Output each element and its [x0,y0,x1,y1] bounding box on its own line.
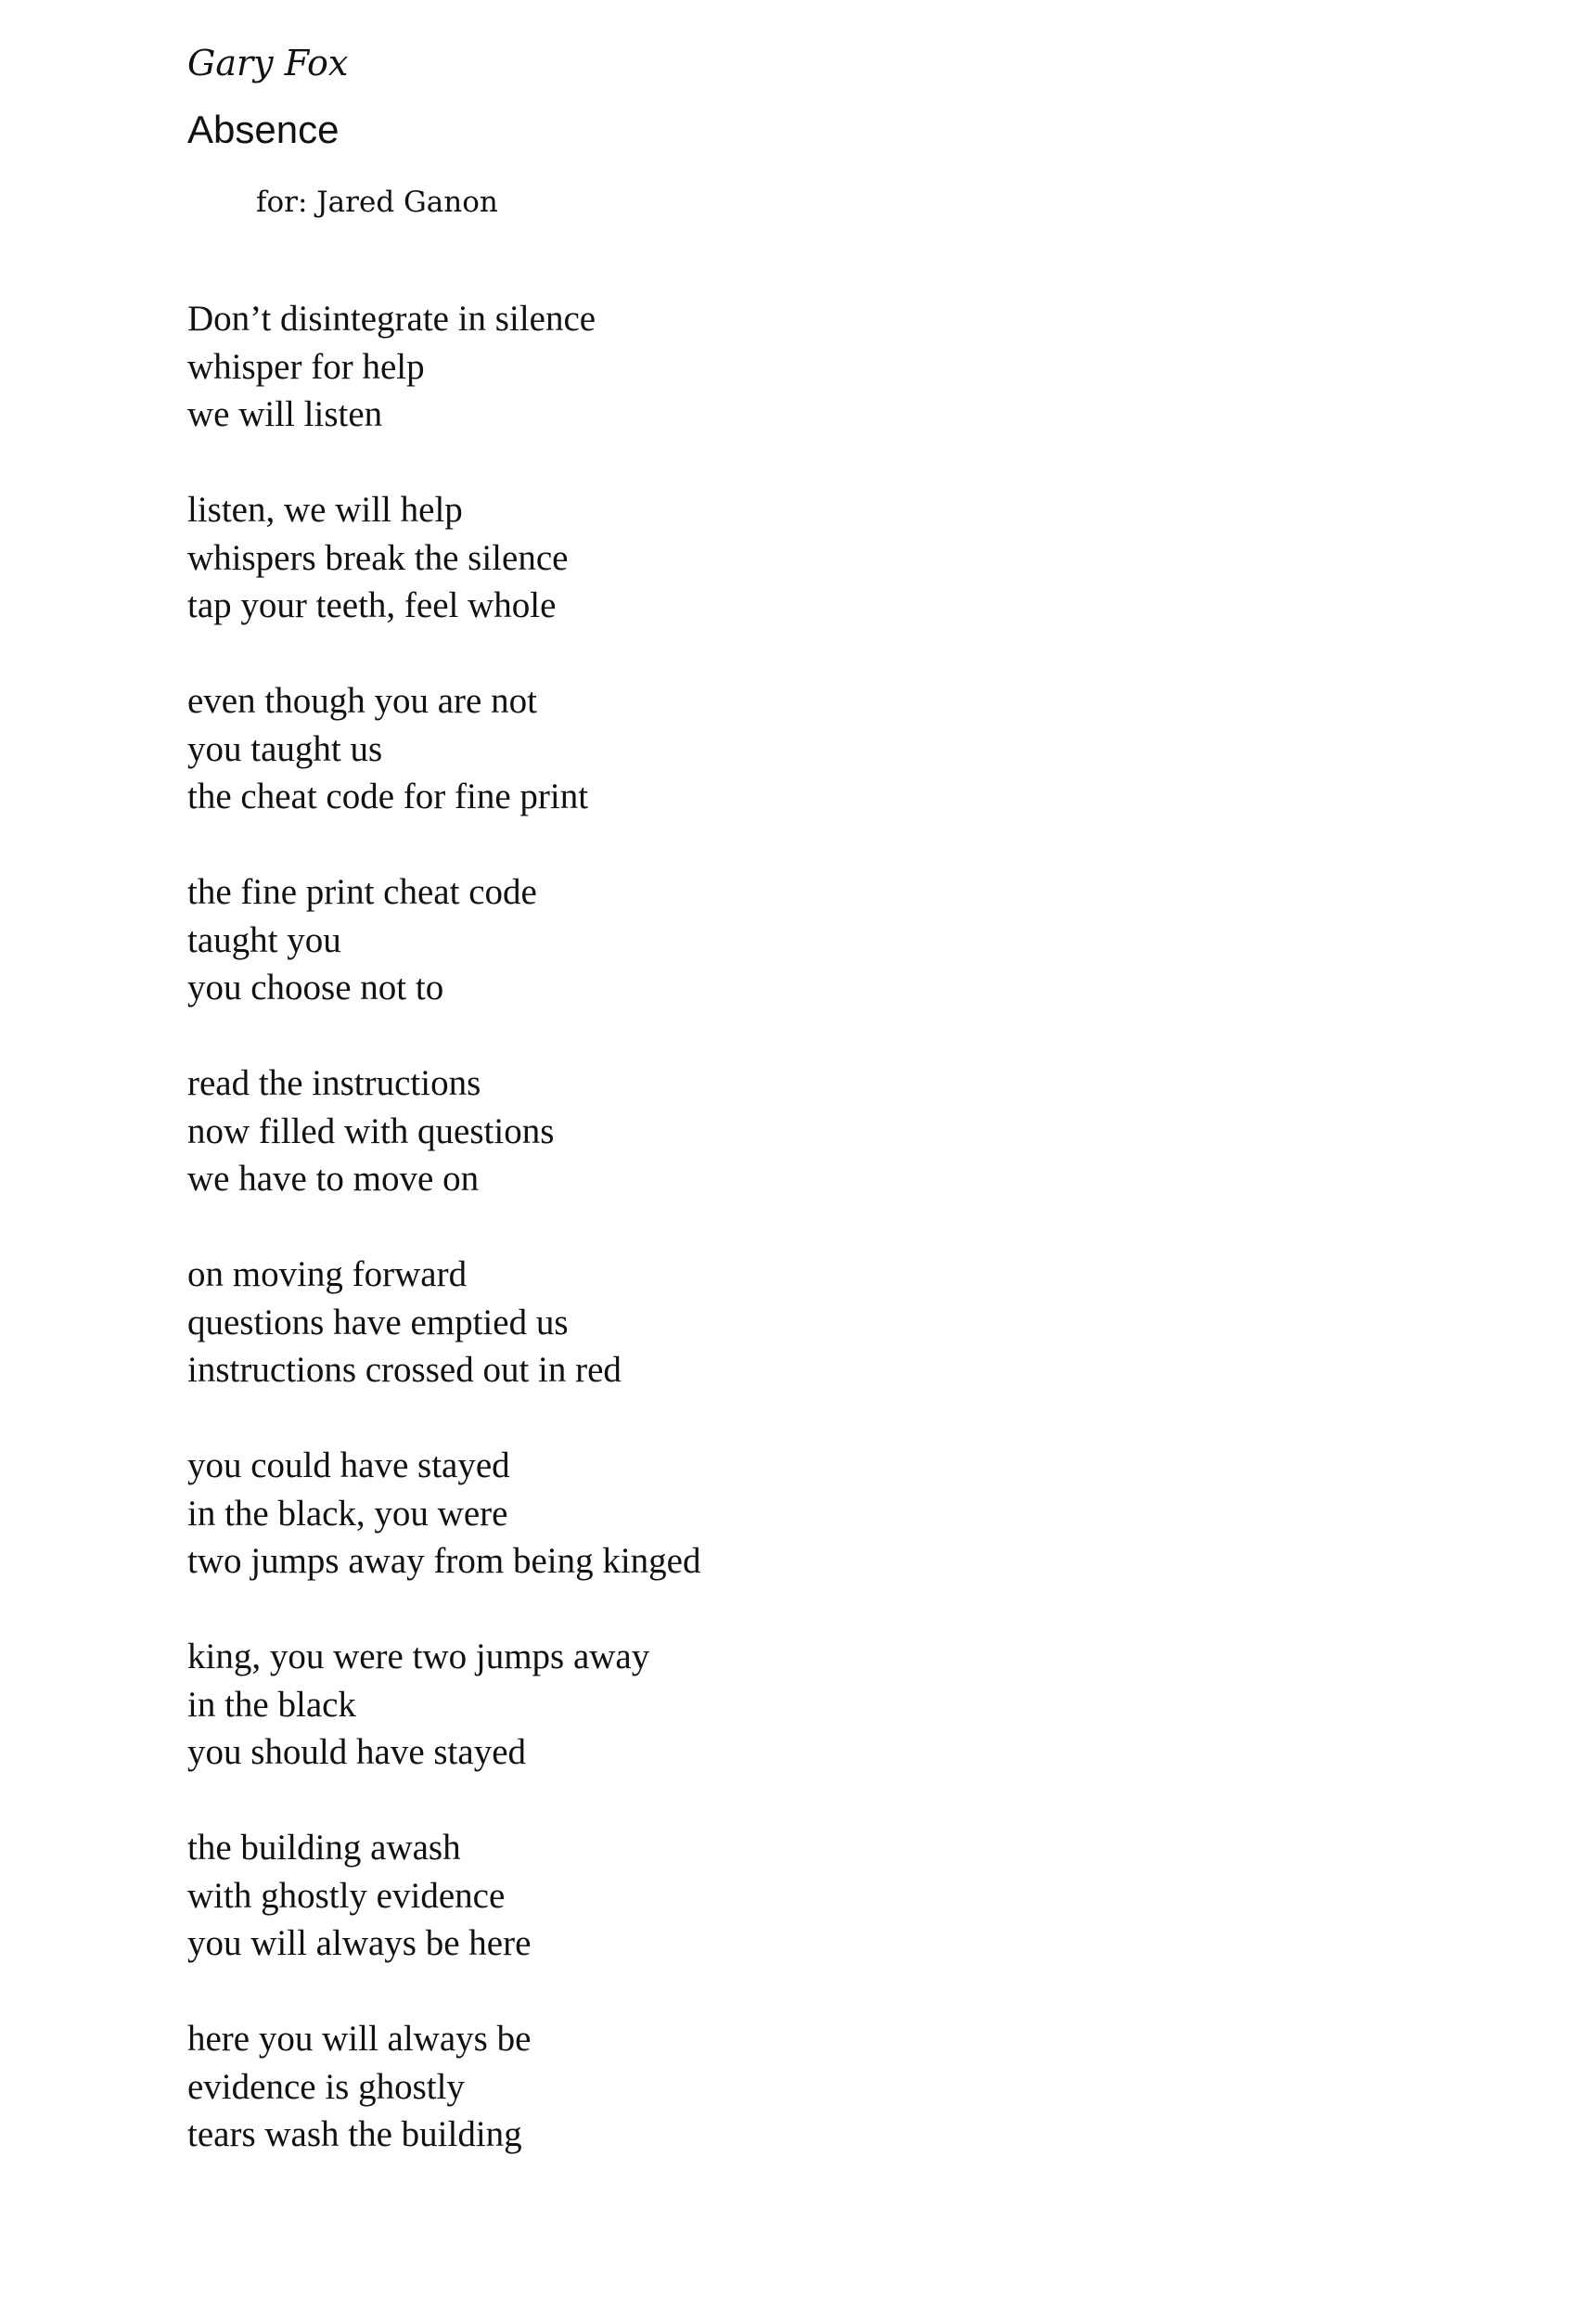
poem-line: even though you are not [187,681,537,721]
poem-line: now filled with questions [187,1111,555,1151]
poem-line: the cheat code for fine print [187,777,589,816]
poem-line: we have to move on [187,1159,480,1199]
poem-line: in the black [187,1684,356,1725]
poem-line: two jumps away from being kinged [187,1541,701,1581]
author-name: Gary Fox [187,43,349,83]
poem-line: in the black, you were [187,1493,508,1534]
stanza [187,2015,1301,2159]
poem-line: here you will always be [187,2019,532,2059]
poem-line: tap your teeth, feel whole [187,585,557,625]
poem-line: evidence is ghostly [187,2066,465,2107]
stanza [187,1824,1301,1968]
stanza [187,1633,1301,1777]
poem-line: read the instructions [187,1063,481,1103]
poem-line: on moving forward [187,1254,468,1294]
poem-line: questions have emptied us [187,1302,569,1342]
stanza [187,677,1301,821]
stanza [187,295,1301,439]
poem-line: tears wash the building [187,2114,522,2154]
poem-line: instructions crossed out in red [187,1350,622,1390]
poem-line: you should have stayed [187,1732,527,1772]
poem-line: you could have stayed [187,1445,510,1485]
stanza [187,1059,1301,1203]
poem-line: the building awash [187,1828,461,1868]
poem-line: the fine print cheat code [187,872,537,912]
stanza [187,1251,1301,1394]
poem-body [187,295,1301,2206]
poem-line: king, you were two jumps away [187,1637,650,1676]
stanza [187,868,1301,1012]
poem-line: you choose not to [187,968,444,1008]
poem-line: taught you [187,919,341,960]
poem-line: you taught us [187,728,383,769]
poem-title: Absence [187,108,340,151]
dedication: for: Jared Ganon [256,186,498,219]
poem-line: with ghostly evidence [187,1875,506,1916]
poem-line: Don’t disintegrate in silence [187,299,596,339]
poem-line: whispers break the silence [187,537,569,578]
poem-line: you will always be here [187,1923,532,1963]
poem-line: listen, we will help [187,490,463,530]
poem-line: we will listen [187,394,383,434]
stanza [187,486,1301,630]
stanza [187,1442,1301,1586]
poem-line: whisper for help [187,346,425,387]
